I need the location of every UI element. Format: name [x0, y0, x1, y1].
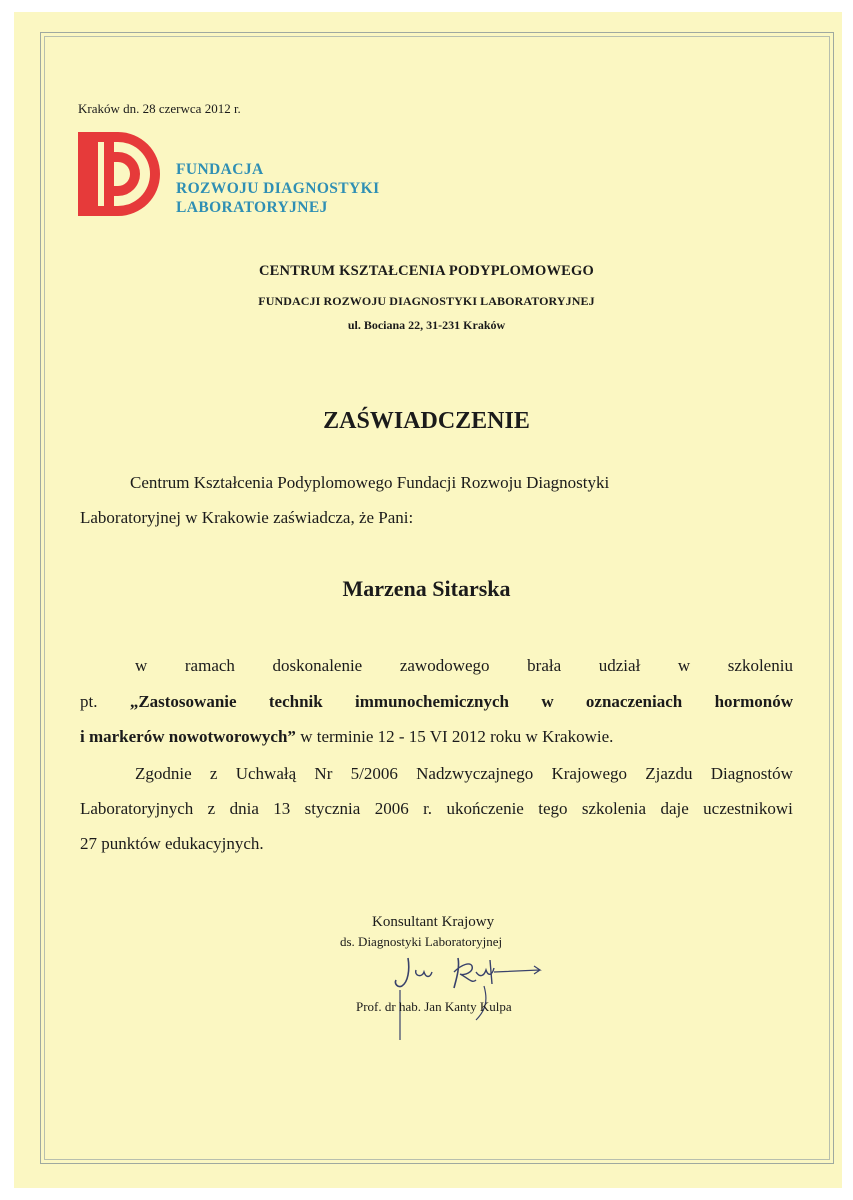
course-dates: w terminie 12 - 15 VI 2012 roku w Krakowie.	[295, 727, 614, 746]
course-title-word: immunochemicznych	[355, 692, 509, 711]
course-title-word: w	[541, 692, 554, 711]
word: Diagnostów	[710, 764, 793, 783]
word: tego	[538, 799, 568, 818]
body-line-6: 27 punktów edukacyjnych.	[80, 834, 264, 853]
word: w	[135, 656, 148, 675]
course-title-word: technik	[268, 692, 323, 711]
word: 5/2006	[350, 764, 398, 783]
word: Nadzwyczajnego	[416, 764, 534, 783]
word: 13	[273, 799, 291, 818]
word: Krajowego	[551, 764, 627, 783]
org-name-line: LABORATORYJNEJ	[176, 199, 328, 216]
word: Laboratoryjnych	[80, 799, 194, 818]
word: ramach	[184, 656, 235, 675]
word: pt.	[80, 692, 98, 711]
intro-line-2: Laboratoryjnej w Krakowie zaświadcza, że Pani:	[80, 508, 414, 527]
header-address: ul. Bociana 22, 31-231 Kraków	[347, 318, 506, 332]
handwritten-signature	[380, 950, 560, 1040]
word: Zjazdu	[645, 764, 693, 783]
word: udział	[598, 656, 641, 675]
body-line-4	[135, 764, 793, 784]
issue-date: Kraków dn. 28 czerwca 2012 r.	[78, 101, 241, 116]
word: 2006	[374, 799, 409, 818]
body-line-3	[80, 727, 613, 747]
org-name-line: FUNDACJA	[176, 161, 264, 178]
word: ukończenie	[446, 799, 524, 818]
signatory-field: ds. Diagnostyki Laboratoryjnej	[340, 934, 503, 949]
word: zawodowego	[399, 656, 490, 675]
fundacja-logo	[78, 130, 162, 220]
word: stycznia	[304, 799, 361, 818]
header-line-2: FUNDACJI ROZWOJU DIAGNOSTYKI LABORATORYJNEJ	[258, 294, 595, 308]
word: szkoleniu	[727, 656, 793, 675]
signatory-name: Prof. dr hab. Jan Kanty Kulpa	[356, 999, 512, 1014]
course-title-word: „Zastosowanie	[129, 692, 237, 711]
word: z	[209, 764, 218, 783]
word: z	[207, 799, 216, 818]
word: w	[677, 656, 691, 675]
body-line-5	[80, 799, 793, 819]
document-title: ZAŚWIADCZENIE	[323, 408, 530, 434]
body-line-1	[135, 656, 793, 676]
header-line-1: CENTRUM KSZTAŁCENIA PODYPLOMOWEGO	[258, 263, 595, 279]
signatory-role: Konsultant Krajowy	[372, 914, 495, 930]
intro-line-1: Centrum Kształcenia Podyplomowego Fundacji Rozwoju Diagnostyki	[130, 473, 610, 492]
word: daje	[660, 799, 689, 818]
word: uczestnikowi	[703, 799, 793, 818]
course-title-word: oznaczeniach	[585, 692, 683, 711]
org-name-line: ROZWOJU DIAGNOSTYKI	[176, 180, 380, 197]
word: r.	[423, 799, 433, 818]
word: doskonalenie	[272, 656, 363, 675]
word: szkolenia	[581, 799, 647, 818]
word: brała	[527, 656, 562, 675]
course-title-end: i markerów nowotworowych”	[80, 727, 296, 746]
recipient-name: Marzena Sitarska	[342, 576, 511, 601]
word: Uchwałą	[235, 764, 297, 783]
organization-name	[176, 160, 380, 217]
body-line-2	[80, 692, 793, 712]
course-title-word: hormonów	[714, 692, 793, 711]
word: dnia	[229, 799, 259, 818]
word: Zgodnie	[135, 764, 192, 783]
word: Nr	[314, 764, 333, 783]
